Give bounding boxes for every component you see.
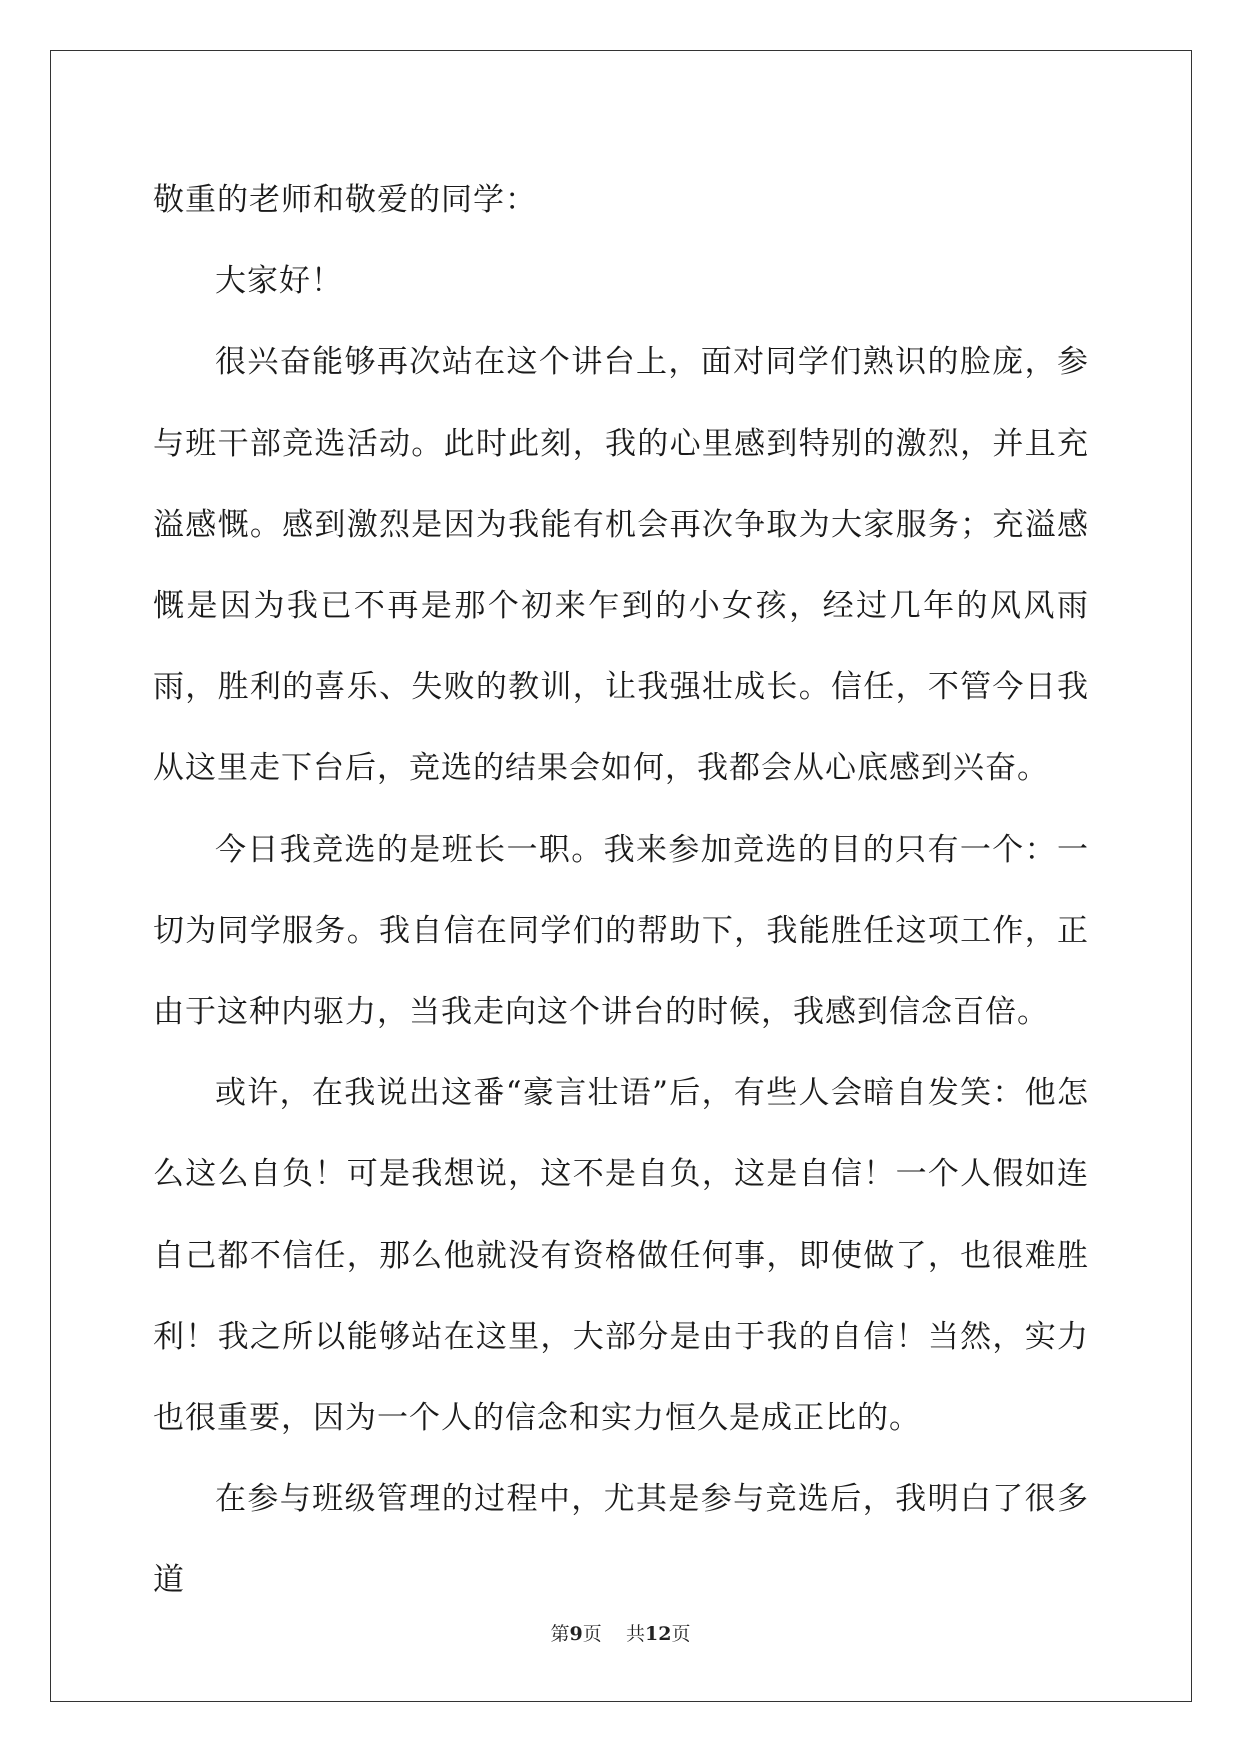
body-paragraph: 在参与班级管理的过程中，尤其是参与竞选后，我明白了很多道 xyxy=(153,1481,1089,1599)
current-page-number: 9 xyxy=(569,1623,583,1645)
body-paragraph: 或许，在我说出这番“豪言壮语”后，有些人会暗自发笑：他怎么这么自负！可是我想说，这不是自负，这是自信！一个人假如连自己都不信任，那么他就没有资格做任何事，即使做了，也很难胜利！我之所以能够站在这里，大部分是由于我的自信！当然，实力也很重要，因为一个人的信念和实力恒久是成正比的。 xyxy=(153,1075,1089,1437)
salutation: 敬重的老师和敬爱的同学： xyxy=(153,182,537,218)
body-paragraph: 很兴奋能够再次站在这个讲台上，面对同学们熟识的脸庞，参与班干部竞选活动。此时此刻，我的心里感到特别的激烈，并且充溢感慨。感到激烈是因为我能有机会再次争取为大家服务；充溢感慨是因为我已不再是那个初来乍到的小女孩，经过几年的风风雨雨，胜利的喜乐、失败的教训，让我强壮成长。信任，不管今日我从这里走下台后，竞选的结果会如何，我都会从心底感到兴奋。 xyxy=(153,344,1089,787)
page-footer xyxy=(0,1622,1241,1646)
body-paragraph: 今日我竞选的是班长一职。我来参加竞选的目的只有一个：一切为同学服务。我自信在同学们的帮助下，我能胜任这项工作，正由于这种内驱力，当我走向这个讲台的时候，我感到信念百倍。 xyxy=(153,831,1089,1031)
document-body xyxy=(153,160,1089,1622)
greeting: 大家好！ xyxy=(215,263,343,300)
total-suffix: 页 xyxy=(671,1623,691,1645)
total-pages-number: 12 xyxy=(644,1623,672,1645)
total-prefix: 共 xyxy=(625,1623,645,1645)
page-suffix: 页 xyxy=(582,1623,602,1645)
page-prefix: 第 xyxy=(550,1623,570,1645)
